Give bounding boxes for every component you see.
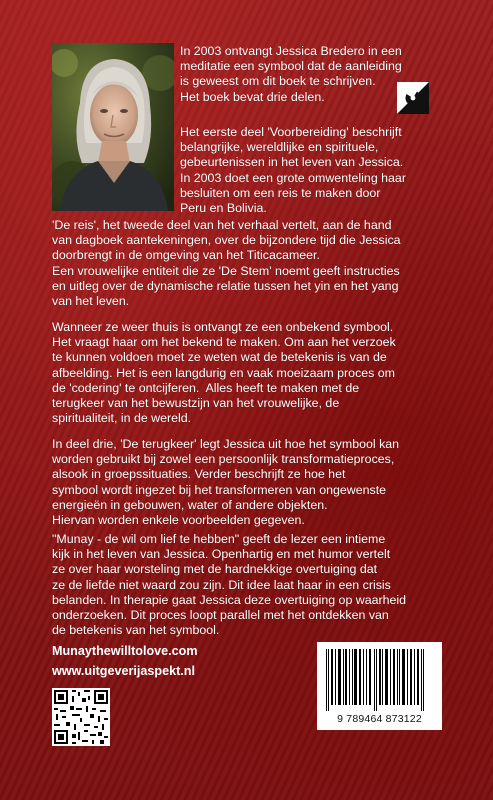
intro-paragraph: In 2003 ontvangt Jessica Bredero in een meditatie een symbool dat de aanleiding is geweest om dit boek te schrijven. Het boek bevat drie delen. (180, 44, 402, 104)
isbn-barcode (317, 642, 442, 730)
munay-paragraph: "Munay - de wil om lief te hebben" geeft de lezer een intieme kijk in het leven van Jessica. Openhartig en met humor vertelt ze over haar worsteling met de hardnekkige overtuiging dat ze de liefde niet waard zou zijn. Dit idee laat haar in een crisis belanden. In therapie gaat Jessica deze overtuiging op waarheid onderzoeken. Dit proces loopt parallel met het ontdekken van de betekenis van het symbool. (52, 532, 407, 638)
author-photo (52, 43, 174, 211)
part-three-paragraph: In deel drie, 'De terugkeer' legt Jessica uit hoe het symbool kan worden gebruikt bij zowel een persoonlijk transformatieproces, alsook in groepssituaties. Verder beschrijft ze hoe het symbool wordt ingezet bij het transformeren van ongewenste energieën in gebouwen, water of andere objekten. Hiervan worden enkele voorbeelden gegeven. (52, 437, 400, 528)
symbol-paragraph: Wanneer ze weer thuis is ontvangt ze een onbekend symbool. Het vraagt haar om het bekend te maken. Om aan het verzoek te kunnen voldoen moet ze weten wat de betekenis is van de afbeelding. Het is een langdurig en vaak moeizaam proces om de 'codering' te ontcijferen. Alles heeft te maken met de terugkeer van het bewustzijn van het vrouwelijke, de spiritualiteit, in de wereld. (52, 320, 396, 426)
part-one-paragraph: Het eerste deel 'Voorbereiding' beschrijft belangrijke, wereldlijke en spirituele, gebeurtenissen in het leven van Jessica. In 2003 doet een grote omwenteling haar besluiten om een reis te maken door Peru en Bolivia. (180, 125, 406, 216)
isbn-number: 9 789464 873122 (337, 713, 422, 725)
website-munay[interactable]: Munaythewilltolove.com (52, 644, 198, 658)
website-aspekt[interactable]: www.uitgeverijaspekt.nl (52, 664, 196, 678)
part-two-paragraph: 'De reis', het tweede deel van het verhaal vertelt, aan de hand van dagboek aantekeningen, over de bijzondere tijd die Jessica doorbrengt in de omgeving van het Titicacameer. Een vrouwelijke entiteit die ze 'De Stem' noemt geeft instructies en uitleg over de dynamische relatie tussen het yin en het yang van het leven. (52, 218, 401, 309)
qr-code (52, 688, 110, 746)
